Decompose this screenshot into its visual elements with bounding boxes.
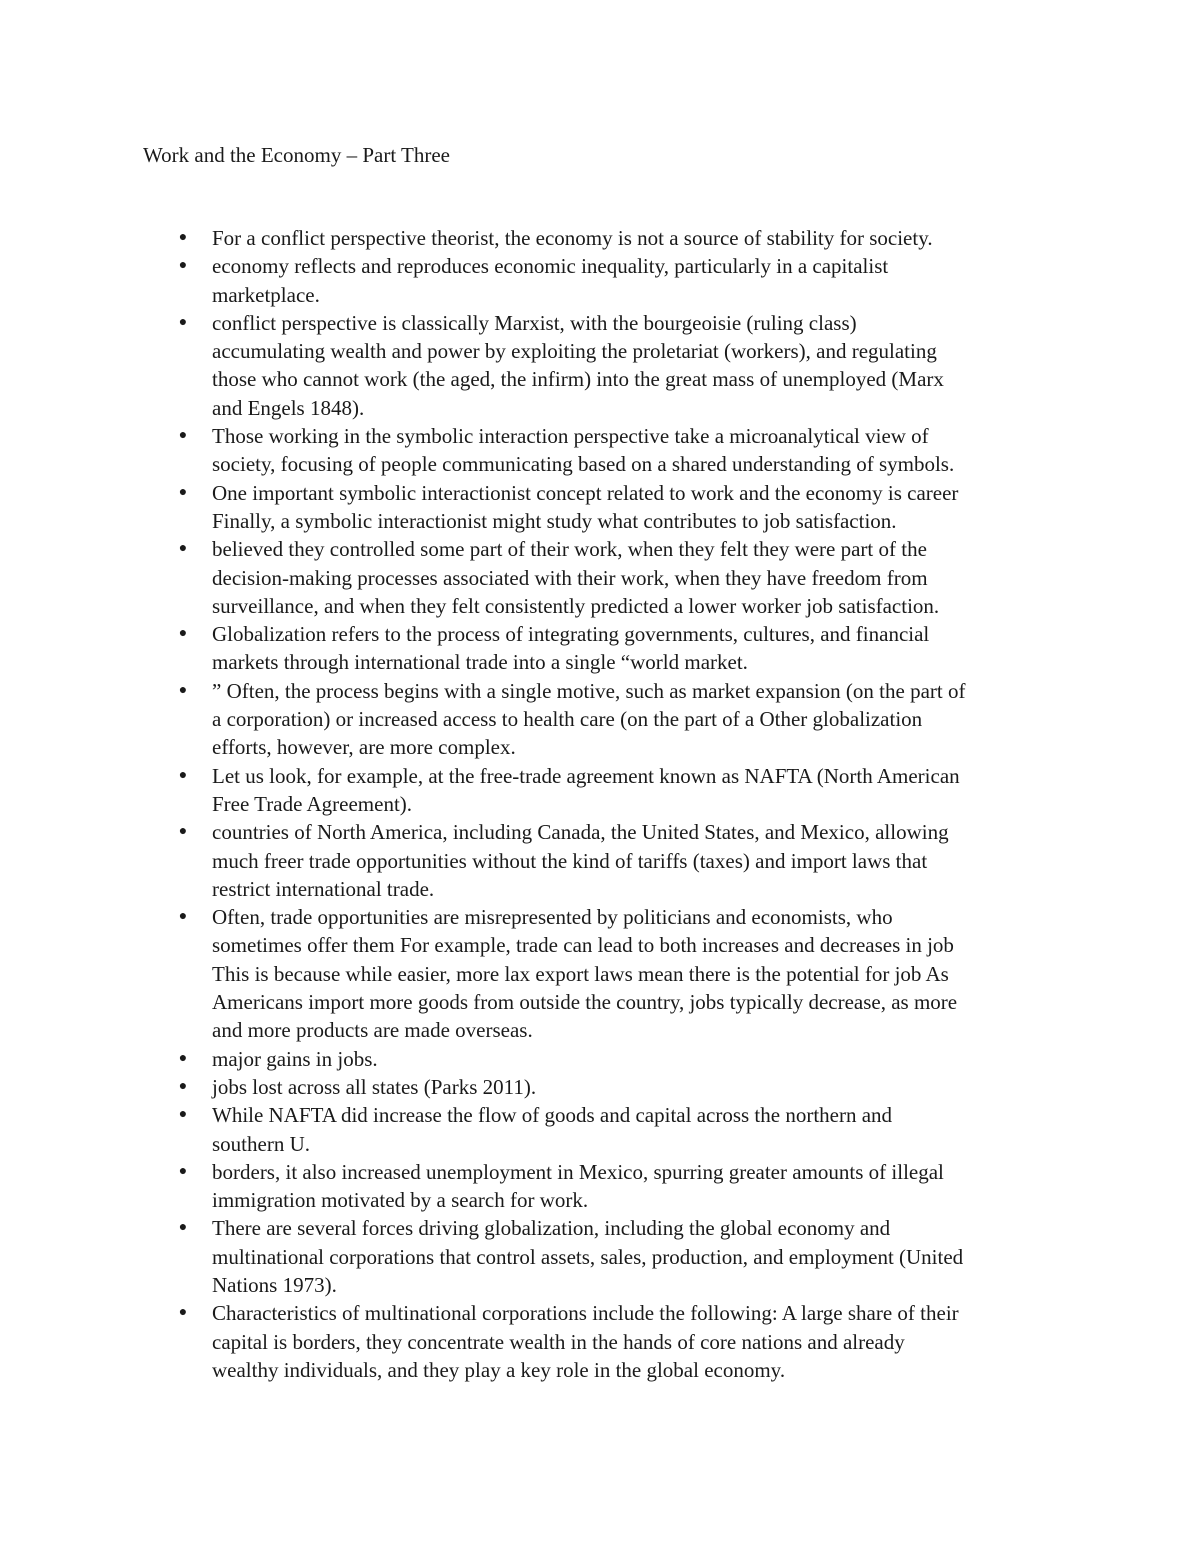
document-title: Work and the Economy – Part Three [143, 143, 451, 167]
bullet-text-line: conflict perspective is classically Marxist, with the bourgeoisie (ruling class) [212, 310, 857, 335]
bullet-text-line: major gains in jobs. [212, 1046, 378, 1071]
bullet-dot-icon: ● [178, 1220, 188, 1236]
list-item [0, 1045, 1062, 1073]
list-item [0, 309, 1062, 422]
bullet-text-line: Those working in the symbolic interaction perspective take a microanalytical view of [212, 424, 929, 449]
bullet-text-line: marketplace. [212, 282, 320, 307]
list-item [0, 422, 1062, 479]
bullet-text-line: capital is borders, they concentrate wealth in the hands of core nations and already [212, 1329, 905, 1354]
bullet-dot-icon: ● [178, 682, 188, 698]
bullet-text-line: Finally, a symbolic interactionist might study what contributes to job satisfaction. [212, 508, 897, 533]
bullet-text-line: Globalization refers to the process of integrating governments, cultures, and financial [212, 622, 930, 647]
bullet-text-line: believed they controlled some part of their work, when they felt they were part of the [212, 537, 927, 562]
bullet-text-line: borders, it also increased unemployment in Mexico, spurring greater amounts of illegal [212, 1159, 944, 1184]
bullet-dot-icon: ● [178, 767, 188, 783]
list-item [0, 818, 1062, 903]
bullet-dot-icon: ● [178, 626, 188, 642]
bullet-text-line: Characteristics of multinational corporations include the following: A large share of their [212, 1301, 959, 1326]
bullet-dot-icon: ● [178, 428, 188, 444]
list-item [0, 1214, 1062, 1299]
bullet-dot-icon: ● [178, 258, 188, 274]
bullet-dot-icon: ● [178, 1305, 188, 1321]
bullet-dot-icon: ● [178, 484, 188, 500]
bullet-dot-icon: ● [178, 1050, 188, 1066]
bullet-text-line: For a conflict perspective theorist, the economy is not a source of stability for society. [212, 226, 933, 250]
list-item [0, 762, 1062, 819]
bullet-dot-icon: ● [178, 1107, 188, 1123]
list-item [0, 1073, 1062, 1101]
list-item [0, 620, 1062, 677]
list-item [0, 224, 1062, 252]
bullet-dot-icon: ● [178, 1163, 188, 1179]
bullet-text-line: those who cannot work (the aged, the infirm) into the great mass of unemployed (Marx [212, 367, 944, 392]
bullet-text-line: While NAFTA did increase the flow of goods and capital across the northern and [212, 1103, 893, 1128]
bullet-text-line: Often, trade opportunities are misrepresented by politicians and economists, who [212, 905, 893, 930]
bullet-text-line: much freer trade opportunities without the kind of tariffs (taxes) and import laws that [212, 848, 928, 873]
bullet-text-line: accumulating wealth and power by exploiting the proletariat (workers), and regulating [212, 339, 937, 364]
bullet-dot-icon: ● [178, 909, 188, 925]
bullet-text-line: immigration motivated by a search for work. [212, 1188, 589, 1213]
list-item [0, 903, 1062, 1044]
bullet-text-line: wealthy individuals, and they play a key role in the global economy. [212, 1357, 786, 1382]
bullet-text-line: decision-making processes associated with their work, when they have freedom from [212, 565, 928, 590]
bullet-text-line: Let us look, for example, at the free-trade agreement known as NAFTA (North American [212, 763, 960, 788]
bullet-text-line: multinational corporations that control assets, sales, production, and employment (United [212, 1244, 964, 1269]
bullet-dot-icon: ● [178, 314, 188, 330]
bullet-text-line: and Engels 1848). [212, 395, 365, 420]
list-item [0, 677, 1062, 762]
list-item [0, 479, 1062, 536]
bullet-text-line: ” Often, the process begins with a single motive, such as market expansion (on the part of [212, 678, 966, 703]
bullet-text-line: efforts, however, are more complex. [212, 735, 516, 760]
bullet-list [0, 224, 1200, 1384]
list-item [0, 252, 1062, 309]
bullet-text-line: Free Trade Agreement). [212, 791, 413, 816]
list-item [0, 1158, 1062, 1215]
bullet-text-line: economy reflects and reproduces economic inequality, particularly in a capitalist [212, 254, 889, 279]
bullet-text-line: southern U. [212, 1131, 310, 1156]
bullet-dot-icon: ● [178, 541, 188, 557]
list-item [0, 535, 1062, 620]
bullet-text-line: society, focusing of people communicating based on a shared understanding of symbols. [212, 452, 955, 477]
bullet-text-line: markets through international trade into a single “world market. [212, 650, 748, 675]
bullet-text-line: Americans import more goods from outside the country, jobs typically decrease, as more [212, 990, 958, 1015]
bullet-text-line: Nations 1973). [212, 1272, 337, 1297]
bullet-text-line: There are several forces driving globalization, including the global economy and [212, 1216, 891, 1241]
bullet-text-line: countries of North America, including Canada, the United States, and Mexico, allowing [212, 820, 949, 845]
bullet-dot-icon: ● [178, 1078, 188, 1094]
bullet-text-line: jobs lost across all states (Parks 2011). [212, 1074, 537, 1099]
list-item [0, 1101, 1062, 1158]
list-item [0, 1299, 1062, 1384]
bullet-text-line: One important symbolic interactionist concept related to work and the economy is career [212, 480, 959, 505]
bullet-text-line: surveillance, and when they felt consistently predicted a lower worker job satisfaction. [212, 593, 940, 618]
bullet-dot-icon: ● [178, 230, 188, 245]
bullet-text-line: This is because while easier, more lax export laws mean there is the potential for job As [212, 961, 949, 986]
bullet-text-line: a corporation) or increased access to health care (on the part of a Other globalization [212, 707, 923, 732]
bullet-text-line: restrict international trade. [212, 876, 435, 901]
bullet-dot-icon: ● [178, 824, 188, 840]
bullet-text-line: sometimes offer them For example, trade can lead to both increases and decreases in job [212, 933, 954, 958]
bullet-text-line: and more products are made overseas. [212, 1018, 533, 1043]
